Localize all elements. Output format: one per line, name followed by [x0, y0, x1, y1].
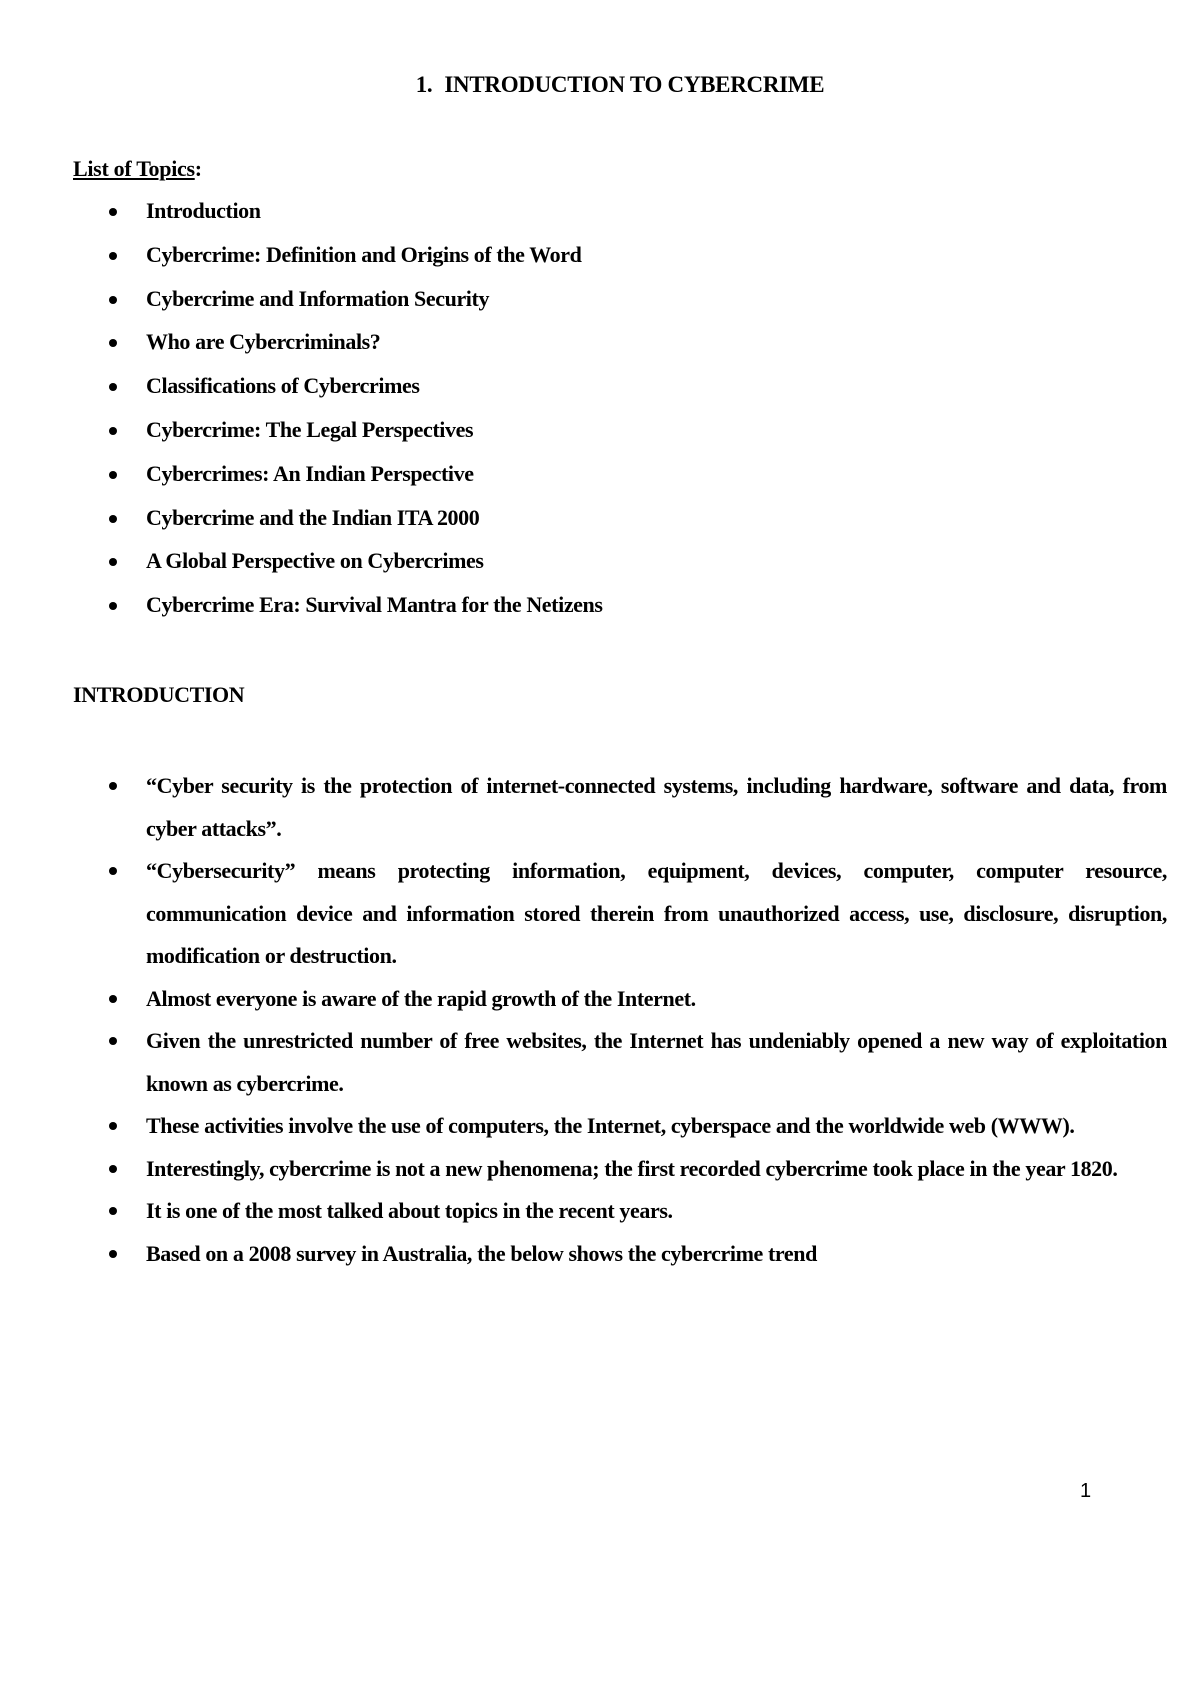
topic-item: [0, 546, 1200, 590]
topic-item: [0, 284, 1200, 328]
bullet-icon: [109, 383, 117, 391]
intro-list: [0, 765, 1200, 1275]
topic-text: Cybercrime and the Indian ITA 2000: [146, 504, 480, 530]
chapter-number: 1.: [415, 72, 433, 97]
intro-point: [0, 765, 1167, 850]
bullet-icon: [109, 471, 117, 479]
topic-item: [0, 503, 1200, 547]
intro-text: It is one of the most talked about topics in the recent years.: [146, 1198, 673, 1223]
intro-text: Given the unrestricted number of free websites, the Internet has undeniably opened a new way of exploitation known as cybercrime.: [146, 1028, 1167, 1096]
topic-item: [0, 196, 1200, 240]
chapter-title: [0, 72, 1200, 98]
topics-heading: [73, 156, 202, 182]
bullet-icon: [109, 1250, 117, 1258]
topic-text: Cybercrime and Information Security: [146, 285, 490, 311]
intro-point: [0, 1190, 1167, 1233]
intro-text: Interestingly, cybercrime is not a new phenomena; the first recorded cybercrime took place in the year 1820.: [146, 1155, 1118, 1181]
topics-heading-text: List of Topics: [73, 156, 195, 181]
bullet-icon: [109, 995, 117, 1003]
bullet-icon: [109, 867, 117, 875]
bullet-icon: [109, 427, 117, 435]
topic-item: [0, 371, 1200, 415]
section-heading: INTRODUCTION: [73, 682, 245, 707]
intro-point: [0, 1148, 1167, 1191]
chapter-title-text: INTRODUCTION TO CYBERCRIME: [444, 72, 825, 97]
intro-text: “Cybersecurity” means protecting information, equipment, devices, computer, computer resource, communication device and information stored therein from unauthorized access, use, disclosure, disruption, modification or destruction.: [146, 858, 1167, 968]
bullet-icon: [109, 558, 117, 566]
topic-text: Cybercrimes: An Indian Perspective: [146, 460, 474, 486]
bullet-icon: [109, 339, 117, 347]
topic-text: Introduction: [146, 198, 261, 223]
intro-point: [0, 1105, 1167, 1148]
bullet-icon: [109, 782, 117, 790]
intro-point: [0, 1233, 1167, 1276]
bullet-icon: [109, 515, 117, 523]
topics-heading-colon: :: [194, 156, 202, 181]
topic-text: Cybercrime: The Legal Perspectives: [146, 416, 474, 442]
topic-text: Classifications of Cybercrimes: [146, 373, 420, 399]
bullet-icon: [109, 252, 117, 260]
topic-text: Cybercrime Era: Survival Mantra for the Netizens: [146, 592, 603, 618]
topic-text: Who are Cybercriminals?: [146, 329, 381, 355]
topic-item: [0, 590, 1200, 634]
intro-point: [0, 978, 1167, 1021]
bullet-icon: [109, 208, 117, 216]
topic-item: [0, 327, 1200, 371]
topic-text: Cybercrime: Definition and Origins of the Word: [146, 241, 582, 267]
page-number: 1: [1080, 1480, 1092, 1502]
topic-item: [0, 459, 1200, 503]
topic-item: [0, 240, 1200, 284]
topics-list: [0, 196, 1200, 634]
bullet-icon: [109, 1207, 117, 1215]
topic-item: [0, 415, 1200, 459]
bullet-icon: [109, 1037, 117, 1045]
intro-text: Almost everyone is aware of the rapid growth of the Internet.: [146, 985, 696, 1011]
bullet-icon: [109, 1122, 117, 1130]
intro-text: Based on a 2008 survey in Australia, the below shows the cybercrime trend: [146, 1240, 817, 1266]
topic-text: A Global Perspective on Cybercrimes: [146, 548, 484, 574]
intro-text: These activities involve the use of computers, the Internet, cyberspace and the worldwide web (WWW).: [146, 1113, 1075, 1138]
intro-text: “Cyber security is the protection of internet-connected systems, including hardware, software and data, from cyber attacks”.: [146, 773, 1167, 841]
bullet-icon: [109, 602, 117, 610]
bullet-icon: [109, 296, 117, 304]
intro-point: [0, 1020, 1167, 1105]
intro-point: [0, 850, 1167, 978]
bullet-icon: [109, 1165, 117, 1173]
